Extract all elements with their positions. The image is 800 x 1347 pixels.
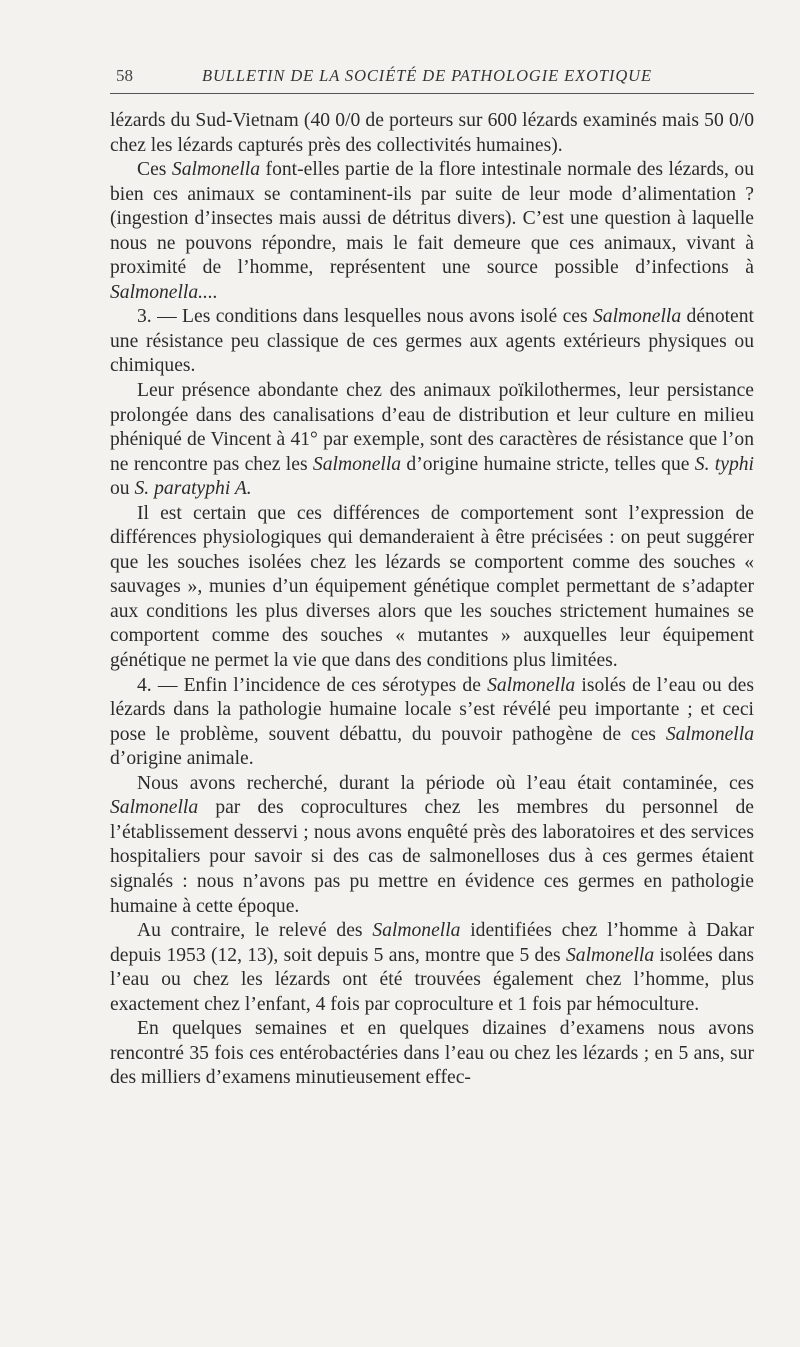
taxon-name: Salmonella xyxy=(592,306,682,328)
paragraph xyxy=(110,109,754,158)
taxon-name: Salmonella.... xyxy=(110,281,218,303)
text-run: dénotent une résistance peu classique de ces germes aux agents extérieurs physiques ou chimiques. xyxy=(110,306,754,377)
running-header xyxy=(110,64,754,88)
paragraph xyxy=(110,502,754,674)
page-number: 58 xyxy=(116,66,133,85)
body-text xyxy=(110,109,754,1091)
taxon-name: S. typhi xyxy=(694,453,754,475)
paragraph xyxy=(110,305,754,379)
taxon-name: Salmonella xyxy=(665,723,754,745)
text-run: d’origine animale. xyxy=(110,748,254,770)
taxon-name: Salmonella xyxy=(312,453,402,475)
text-run: ou xyxy=(110,478,135,500)
text-run: d’origine humaine stricte, telles que xyxy=(401,453,695,475)
text-run: Ces xyxy=(137,159,172,181)
text-run: 3. — Les conditions dans lesquelles nous avons isolé ces xyxy=(137,306,593,328)
text-run: lézards du Sud-Vietnam (40 0/0 de porteurs sur 600 lézards examinés mais 50 0/0 chez les lézards capturés près des collectivités humaines). xyxy=(110,110,754,156)
text-run: Nous avons recherché, durant la période où l’eau était contaminée, ces xyxy=(137,772,754,794)
paragraph xyxy=(110,158,754,305)
taxon-name: Salmonella xyxy=(372,920,461,942)
taxon-name: Salmonella xyxy=(110,797,199,819)
text-run: En quelques semaines et en quelques dizaines d’examens nous avons rencontré 35 fois ces entérobactéries dans l’eau ou chez les lézards ; en 5 ans, sur des milliers d’examens minutieusement effec- xyxy=(110,1018,754,1089)
paragraph xyxy=(110,919,754,1017)
paragraph xyxy=(110,674,754,772)
paragraph xyxy=(110,772,754,919)
text-run: Leur présence abondante chez des animaux poïkilothermes, leur persistance prolongée dans des canalisations d’eau de distribution et leur culture en milieu phéniqué de Vincent à 41° par exemple, sont des caractères de résistance que l’on ne rencontre pas chez les xyxy=(110,380,754,475)
text-run: Il est certain que ces différences de comportement sont l’expression de différences physiologiques qui demanderaient à être précisées : on peut suggérer que les souches isolées chez les lézards se comportent comme des souches « sauvages », munies d’un équipement génétique complet permettant de s’adapter aux conditions les plus diverses alors que les souches strictement humaines se comportent comme des souches « mutantes » auxquelles leur équipement génétique ne permet la vie que dans des conditions plus limitées. xyxy=(110,502,754,672)
text-run: 4. — Enfin l’incidence de ces sérotypes de xyxy=(137,674,488,696)
taxon-name: Salmonella xyxy=(171,159,261,181)
taxon-name: S. paratyphi A. xyxy=(134,478,252,500)
paragraph xyxy=(110,379,754,502)
running-title: BULLETIN DE LA SOCIÉTÉ DE PATHOLOGIE EXOTIQUE xyxy=(202,66,652,85)
text-run: identifiées chez l’homme à Dakar depuis 1953 (12, 13), soit depuis 5 ans, montre que 5 des xyxy=(110,920,755,966)
text-run: isolés de l’eau ou des lézards dans la pathologie humaine locale s’est révélé peu importante ; et ceci pose le problème, souvent débattu, du pouvoir pathogène de ces xyxy=(110,674,754,745)
taxon-name: Salmonella xyxy=(487,674,576,696)
text-run: Au contraire, le relevé des xyxy=(137,920,373,942)
paragraph xyxy=(110,1017,754,1091)
text-run: isolées dans l’eau ou chez les lézards ont été trouvées également chez l’homme, plus exactement chez l’enfant, 4 fois par coproculture et 1 fois par hémoculture. xyxy=(110,944,754,1015)
text-run: font-elles partie de la flore intestinale normale des lézards, ou bien ces animaux se contaminent-ils par suite de leur mode d’alimentation ? (ingestion d’insectes mais aussi de détritus divers). C’est une question à laquelle nous ne pouvons répondre, mais le fait demeure que ces animaux, vivant à proximité de l’homme, représentent une source possible d’infections à xyxy=(110,159,754,279)
taxon-name: Salmonella xyxy=(565,944,655,966)
header-rule xyxy=(110,93,754,94)
text-run: par des coprocultures chez les membres du personnel de l’établissement desservi ; nous avons enquêté près des laboratoires et des services hospitaliers pour savoir si des cas de salmonelloses dus à ces germes étaient signalés : nous n’avons pas pu mettre en évidence ces germes en pathologie humaine à cette époque. xyxy=(110,797,754,917)
